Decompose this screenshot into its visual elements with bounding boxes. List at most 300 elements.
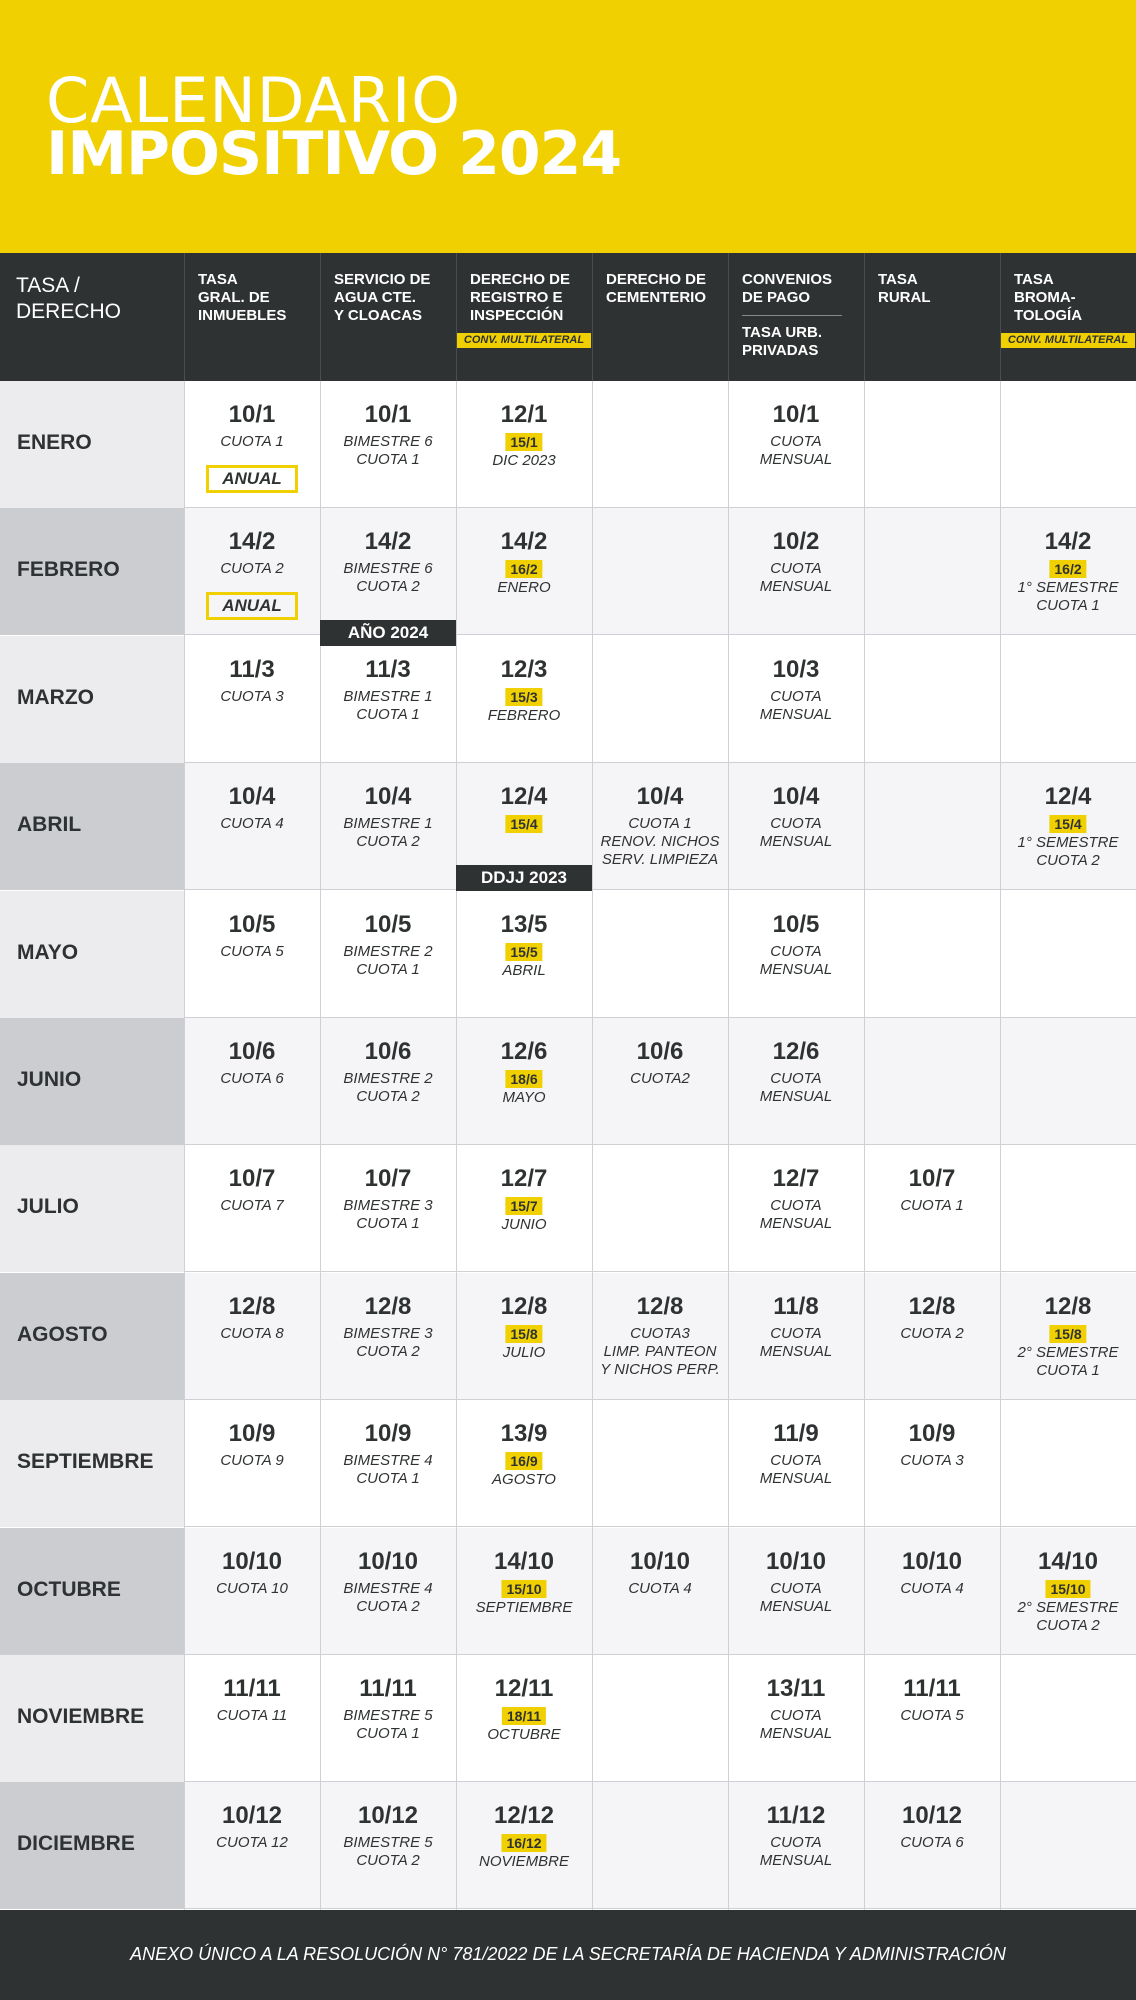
header-col-label: DERECHO DE REGISTRO E INSPECCIÓN <box>470 271 571 324</box>
table-cell <box>184 1273 320 1400</box>
due-description: DIC 2023 <box>492 452 556 469</box>
due-description: CUOTA 1 <box>220 433 284 450</box>
header-col-label: DERECHO DE CEMENTERIO <box>606 271 707 306</box>
table-cell <box>864 381 1000 508</box>
due-description: CUOTA 1 RENOV. NICHOS SERV. LIMPIEZA <box>600 815 720 869</box>
table-row <box>0 1782 1136 1909</box>
month-cell <box>0 508 184 635</box>
table-cell <box>456 1655 592 1782</box>
due-description: CUOTA 9 <box>220 1452 284 1470</box>
table-cell <box>456 636 592 763</box>
table-cell <box>592 1782 728 1909</box>
table-row <box>0 1018 1136 1145</box>
due-date: 12/8 <box>500 1292 548 1320</box>
table-cell <box>184 891 320 1018</box>
due-date: 12/8 <box>364 1292 412 1320</box>
month-label: ABRIL <box>17 813 82 837</box>
due-description: BIMESTRE 2 CUOTA 2 <box>343 1070 433 1105</box>
due-date: 10/10 <box>765 1547 827 1575</box>
month-label: FEBRERO <box>17 558 120 582</box>
alt-due-date-highlight: 15/7 <box>505 1197 542 1215</box>
due-date: 13/9 <box>500 1420 548 1448</box>
alt-due-date-highlight: 16/2 <box>1049 560 1086 578</box>
month-label: AGOSTO <box>17 1322 108 1346</box>
table-row <box>0 636 1136 763</box>
due-description: CUOTA MENSUAL <box>759 942 833 978</box>
month-cell <box>0 763 184 890</box>
due-description: JUNIO <box>501 1216 547 1234</box>
due-date: 11/3 <box>365 655 411 683</box>
due-date: 12/6 <box>772 1038 820 1065</box>
due-description: CUOTA 12 <box>216 1834 288 1852</box>
anual-badge: ANUAL <box>206 592 298 620</box>
due-description: CUOTA3 LIMP. PANTEON Y NICHOS PERP. <box>600 1324 720 1378</box>
due-date: 10/9 <box>228 1420 276 1448</box>
month-label: MAYO <box>17 940 79 964</box>
alt-due-date-highlight: 15/5 <box>505 943 542 961</box>
table-cell <box>320 636 456 763</box>
due-description: CUOTA 3 <box>900 1452 964 1470</box>
due-description: BIMESTRE 6 CUOTA 2 <box>343 560 433 596</box>
due-description: JULIO <box>502 1343 546 1361</box>
due-description: 1° SEMESTRE CUOTA 2 <box>1017 834 1119 870</box>
table-cell <box>320 508 456 635</box>
month-cell <box>0 1018 184 1145</box>
title-line-2: IMPOSITIVO 2024 <box>46 119 622 189</box>
due-date: 12/7 <box>772 1165 820 1193</box>
table-cell <box>728 1655 864 1782</box>
month-cell <box>0 1273 184 1400</box>
due-description: CUOTA 4 <box>628 1579 692 1597</box>
table-cell <box>184 1528 320 1655</box>
table-cell <box>864 1018 1000 1145</box>
due-date: 10/7 <box>228 1165 276 1193</box>
column-divider <box>456 381 457 1910</box>
due-date: 10/4 <box>228 783 276 811</box>
anual-badge: ANUAL <box>206 465 298 493</box>
due-description: BIMESTRE 1 CUOTA 1 <box>343 687 433 723</box>
table-cell <box>320 1782 456 1909</box>
table-cell <box>592 763 728 890</box>
due-date: 12/1 <box>500 401 548 428</box>
table-cell <box>184 1400 320 1527</box>
month-cell <box>0 381 184 508</box>
due-date: 10/4 <box>636 783 684 811</box>
table-cell <box>728 1018 864 1145</box>
table-row <box>0 1273 1136 1400</box>
alt-due-date-highlight: 15/4 <box>505 815 542 833</box>
table-cell <box>864 1145 1000 1272</box>
table-row <box>0 891 1136 1018</box>
table-cell <box>320 891 456 1018</box>
due-date: 10/6 <box>364 1038 412 1065</box>
table-cell <box>456 891 592 1018</box>
column-divider <box>184 381 185 1910</box>
table-cell <box>456 1273 592 1400</box>
due-date: 11/11 <box>903 1675 961 1702</box>
table-cell <box>864 1528 1000 1655</box>
table-row <box>0 1655 1136 1782</box>
due-date: 11/12 <box>766 1802 826 1830</box>
due-date: 12/8 <box>1044 1292 1092 1320</box>
due-description: CUOTA 6 <box>900 1834 964 1852</box>
table-cell <box>456 1782 592 1909</box>
due-description: CUOTA MENSUAL <box>759 815 833 851</box>
column-divider <box>592 381 593 1910</box>
footer-text: ANEXO ÚNICO A LA RESOLUCIÓN N° 781/2022 DE LA SECRETARÍA DE HACIENDA Y ADMINISTRACIÓN <box>130 1944 1006 1964</box>
table-cell <box>1000 763 1136 890</box>
month-label: OCTUBRE <box>17 1577 121 1601</box>
header-divider <box>742 315 842 316</box>
month-label: NOVIEMBRE <box>17 1705 145 1728</box>
due-description: OCTUBRE <box>487 1726 561 1743</box>
alt-due-date-highlight: 16/9 <box>505 1452 542 1470</box>
header-column-divider <box>1000 253 1001 381</box>
table-cell <box>864 508 1000 635</box>
due-date: 14/2 <box>228 528 276 556</box>
due-date: 10/10 <box>901 1547 963 1575</box>
due-description: 1° SEMESTRE CUOTA 1 <box>1017 579 1119 615</box>
due-description: CUOTA 11 <box>216 1707 288 1724</box>
table-cell <box>728 1400 864 1527</box>
table-cell <box>1000 636 1136 763</box>
conv-multilateral-badge: CONV. MULTILATERAL <box>457 333 591 348</box>
due-date: 12/7 <box>500 1165 548 1193</box>
due-description: CUOTA MENSUAL <box>759 1579 833 1615</box>
due-date: 12/8 <box>636 1292 684 1320</box>
due-description: BIMESTRE 4 CUOTA 1 <box>343 1452 433 1488</box>
due-description: CUOTA 10 <box>216 1579 288 1597</box>
due-description: BIMESTRE 5 CUOTA 1 <box>343 1707 433 1742</box>
column-divider <box>864 381 865 1910</box>
due-date: 10/1 <box>228 401 276 428</box>
due-description: CUOTA MENSUAL <box>759 1834 833 1870</box>
due-description: MAYO <box>502 1089 546 1106</box>
alt-due-date-highlight: 15/1 <box>505 433 542 451</box>
due-description: BIMESTRE 6 CUOTA 1 <box>343 433 433 468</box>
table-cell <box>728 763 864 890</box>
title-line-1: CALENDARIO <box>46 64 462 137</box>
table-cell <box>864 1655 1000 1782</box>
header-col-label: SERVICIO DE AGUA CTE. Y CLOACAS <box>334 271 431 324</box>
due-description: CUOTA 5 <box>220 942 284 960</box>
table-cell <box>1000 508 1136 635</box>
alt-due-date-highlight: 15/10 <box>1045 1580 1090 1598</box>
due-description: CUOTA 4 <box>900 1579 964 1597</box>
table-row <box>0 1145 1136 1272</box>
due-description: BIMESTRE 3 CUOTA 1 <box>343 1197 433 1233</box>
due-date: 12/3 <box>500 655 548 683</box>
due-description: BIMESTRE 3 CUOTA 2 <box>343 1324 433 1360</box>
alt-due-date-highlight: 18/11 <box>502 1707 546 1725</box>
alt-due-date-highlight: 15/10 <box>501 1580 546 1598</box>
due-description: CUOTA MENSUAL <box>759 1324 833 1360</box>
table-cell <box>184 1018 320 1145</box>
column-divider <box>728 381 729 1910</box>
due-description: ENERO <box>497 579 551 597</box>
due-description: BIMESTRE 5 CUOTA 2 <box>343 1834 433 1870</box>
header-column-divider <box>456 253 457 381</box>
due-date: 10/2 <box>772 528 820 556</box>
table-cell <box>184 763 320 890</box>
table-cell <box>456 1145 592 1272</box>
table-cell <box>1000 1400 1136 1527</box>
month-label: JULIO <box>17 1195 79 1219</box>
due-description: CUOTA MENSUAL <box>759 1197 833 1233</box>
due-date: 12/4 <box>1044 783 1092 811</box>
due-description: NOVIEMBRE <box>478 1853 569 1871</box>
due-description: BIMESTRE 1 CUOTA 2 <box>343 815 433 851</box>
table-cell <box>456 381 592 508</box>
alt-due-date-highlight: 15/4 <box>1049 815 1086 833</box>
due-description: CUOTA MENSUAL <box>759 1707 833 1742</box>
table-cell <box>320 1528 456 1655</box>
table-cell <box>1000 1145 1136 1272</box>
table-cell <box>592 636 728 763</box>
due-date: 11/11 <box>223 1675 281 1702</box>
month-cell <box>0 1782 184 1909</box>
table-cell <box>1000 1528 1136 1655</box>
table-cell <box>728 508 864 635</box>
due-date: 11/8 <box>773 1292 819 1320</box>
month-label: JUNIO <box>17 1068 82 1091</box>
table-header <box>0 253 1136 381</box>
table-cell <box>592 891 728 1018</box>
table-cell <box>592 508 728 635</box>
due-date: 10/1 <box>364 401 412 428</box>
due-date: 12/12 <box>493 1802 555 1830</box>
month-label: MARZO <box>17 685 94 709</box>
due-description: CUOTA 4 <box>220 815 284 833</box>
footer <box>0 1910 1136 2000</box>
alt-due-date-highlight: 18/6 <box>505 1070 542 1088</box>
table-cell <box>864 636 1000 763</box>
due-description: CUOTA 8 <box>220 1324 284 1342</box>
header-col-label: CONVENIOS DE PAGO <box>742 271 833 306</box>
due-date: 10/12 <box>901 1802 963 1830</box>
table-cell <box>184 1782 320 1909</box>
due-description: FEBRERO <box>487 706 561 724</box>
due-date: 10/12 <box>221 1802 283 1830</box>
alt-due-date-highlight: 15/3 <box>505 688 542 706</box>
alt-due-date-highlight: 15/8 <box>1049 1325 1086 1343</box>
table-cell <box>456 508 592 635</box>
table-cell <box>728 1528 864 1655</box>
header-col-label: TASA RURAL <box>878 271 931 306</box>
table-row <box>0 508 1136 635</box>
header-column-divider <box>864 253 865 381</box>
month-cell <box>0 636 184 763</box>
table-cell <box>184 636 320 763</box>
table-cell <box>320 1273 456 1400</box>
table-cell <box>1000 1655 1136 1782</box>
conv-multilateral-badge: CONV. MULTILATERAL <box>1001 333 1135 348</box>
header-col-6 <box>864 253 1000 381</box>
table-cell <box>728 636 864 763</box>
table-cell <box>320 1655 456 1782</box>
table-cell <box>320 1400 456 1527</box>
due-description: AGOSTO <box>492 1471 556 1489</box>
ddjj-2023-label: DDJJ 2023 <box>456 865 592 891</box>
due-description: CUOTA 2 <box>900 1324 964 1342</box>
due-date: 10/5 <box>364 910 412 938</box>
due-description: CUOTA MENSUAL <box>759 687 833 723</box>
due-description: CUOTA 6 <box>220 1070 284 1087</box>
due-description: 2° SEMESTRE CUOTA 1 <box>1017 1343 1119 1379</box>
ano-2024-label: AÑO 2024 <box>320 620 456 646</box>
due-description: SEPTIEMBRE <box>475 1598 573 1616</box>
table-cell <box>864 1273 1000 1400</box>
due-date: 10/4 <box>772 783 820 811</box>
table-cell <box>320 381 456 508</box>
due-description: CUOTA 2 <box>220 560 284 578</box>
month-cell <box>0 1400 184 1527</box>
due-description: CUOTA 3 <box>220 687 284 705</box>
due-date: 10/3 <box>772 655 820 683</box>
table-cell <box>864 1782 1000 1909</box>
due-date: 10/7 <box>908 1165 956 1193</box>
table-cell <box>456 1018 592 1145</box>
table-cell <box>592 1273 728 1400</box>
due-description: CUOTA MENSUAL <box>759 1070 833 1105</box>
header-col-4 <box>592 253 728 381</box>
due-date: 10/10 <box>221 1547 283 1575</box>
table-row <box>0 1528 1136 1655</box>
header-tasa-derecho: TASA / DERECHO <box>16 274 122 323</box>
table-cell <box>456 1400 592 1527</box>
due-date: 11/9 <box>773 1420 819 1448</box>
due-description: BIMESTRE 2 CUOTA 1 <box>343 942 433 978</box>
header-col-label-secondary: TASA URB. PRIVADAS <box>742 324 822 359</box>
due-date: 10/6 <box>228 1038 276 1065</box>
month-cell <box>0 891 184 1018</box>
due-description: CUOTA MENSUAL <box>759 560 833 596</box>
due-date: 12/8 <box>228 1292 276 1320</box>
table-row <box>0 1400 1136 1527</box>
header-col-label: TASA GRAL. DE INMUEBLES <box>198 271 287 324</box>
due-date: 11/3 <box>229 655 275 683</box>
due-description: CUOTA2 <box>630 1070 690 1087</box>
header-col-2 <box>320 253 456 381</box>
due-description: ABRIL <box>502 961 546 979</box>
table-cell <box>320 1018 456 1145</box>
table-cell <box>864 891 1000 1018</box>
due-date: 14/10 <box>1037 1547 1099 1575</box>
alt-due-date-highlight: 16/12 <box>501 1834 546 1852</box>
header-column-divider <box>728 253 729 381</box>
table-cell <box>728 1782 864 1909</box>
table-cell <box>184 1145 320 1272</box>
header-column-divider <box>592 253 593 381</box>
header-col-3 <box>456 253 592 381</box>
due-date: 10/9 <box>908 1420 956 1448</box>
due-description: CUOTA MENSUAL <box>759 433 833 468</box>
month-label: SEPTIEMBRE <box>17 1450 154 1474</box>
alt-due-date-highlight: 15/8 <box>505 1325 542 1343</box>
due-description: CUOTA 7 <box>220 1197 284 1215</box>
due-date: 11/11 <box>359 1675 417 1702</box>
due-description: CUOTA 1 <box>900 1197 964 1215</box>
month-cell <box>0 1145 184 1272</box>
due-date: 12/8 <box>908 1292 956 1320</box>
table-cell <box>184 508 320 635</box>
month-cell <box>0 1528 184 1655</box>
table-row <box>0 381 1136 508</box>
table-cell <box>728 891 864 1018</box>
table-cell <box>592 381 728 508</box>
due-date: 10/1 <box>772 401 820 428</box>
table-cell <box>1000 891 1136 1018</box>
column-divider <box>1000 381 1001 1910</box>
due-description: 2° SEMESTRE CUOTA 2 <box>1017 1598 1119 1634</box>
table-cell <box>728 1273 864 1400</box>
table-cell <box>592 1655 728 1782</box>
due-date: 13/11 <box>766 1675 826 1702</box>
header-col-5 <box>728 253 864 381</box>
table-cell <box>728 381 864 508</box>
table-cell <box>184 1655 320 1782</box>
due-date: 10/6 <box>636 1038 684 1065</box>
column-divider <box>320 381 321 1910</box>
month-label: ENERO <box>17 431 92 454</box>
table-cell <box>592 1400 728 1527</box>
due-date: 12/6 <box>500 1038 548 1065</box>
due-date: 14/2 <box>500 528 548 556</box>
due-description: BIMESTRE 4 CUOTA 2 <box>343 1579 433 1615</box>
table-cell <box>456 1528 592 1655</box>
due-date: 10/12 <box>357 1802 419 1830</box>
table-cell <box>1000 381 1136 508</box>
table-cell <box>320 1145 456 1272</box>
title-banner <box>0 0 1136 253</box>
month-cell <box>0 1655 184 1782</box>
due-description: CUOTA MENSUAL <box>759 1452 833 1488</box>
alt-due-date-highlight: 16/2 <box>505 560 542 578</box>
due-date: 10/10 <box>357 1547 419 1575</box>
table-cell <box>864 763 1000 890</box>
due-date: 10/5 <box>228 910 276 938</box>
due-date: 10/9 <box>364 1420 412 1448</box>
month-label: DICIEMBRE <box>17 1832 135 1856</box>
table-cell <box>1000 1782 1136 1909</box>
due-date: 10/4 <box>364 783 412 811</box>
due-date: 12/11 <box>494 1675 554 1702</box>
header-column-divider <box>320 253 321 381</box>
table-cell <box>320 763 456 890</box>
table-cell <box>592 1528 728 1655</box>
table-cell <box>728 1145 864 1272</box>
due-date: 14/2 <box>364 528 412 556</box>
table-cell <box>864 1400 1000 1527</box>
table-cell <box>1000 1018 1136 1145</box>
due-date: 14/10 <box>493 1547 555 1575</box>
due-date: 14/2 <box>1044 528 1092 556</box>
table-cell <box>1000 1273 1136 1400</box>
due-date: 10/10 <box>629 1547 691 1575</box>
header-col-1 <box>184 253 320 381</box>
due-date: 10/5 <box>772 910 820 938</box>
due-date: 10/7 <box>364 1165 412 1193</box>
table-cell <box>592 1018 728 1145</box>
header-col-7 <box>1000 253 1136 381</box>
due-date: 13/5 <box>500 910 548 938</box>
table-cell <box>184 381 320 508</box>
header-column-divider <box>184 253 185 381</box>
due-description: CUOTA 5 <box>900 1707 964 1724</box>
header-col-label: TASA BROMA- TOLOGÍA <box>1014 271 1083 324</box>
table-cell <box>592 1145 728 1272</box>
due-date: 12/4 <box>500 783 548 811</box>
